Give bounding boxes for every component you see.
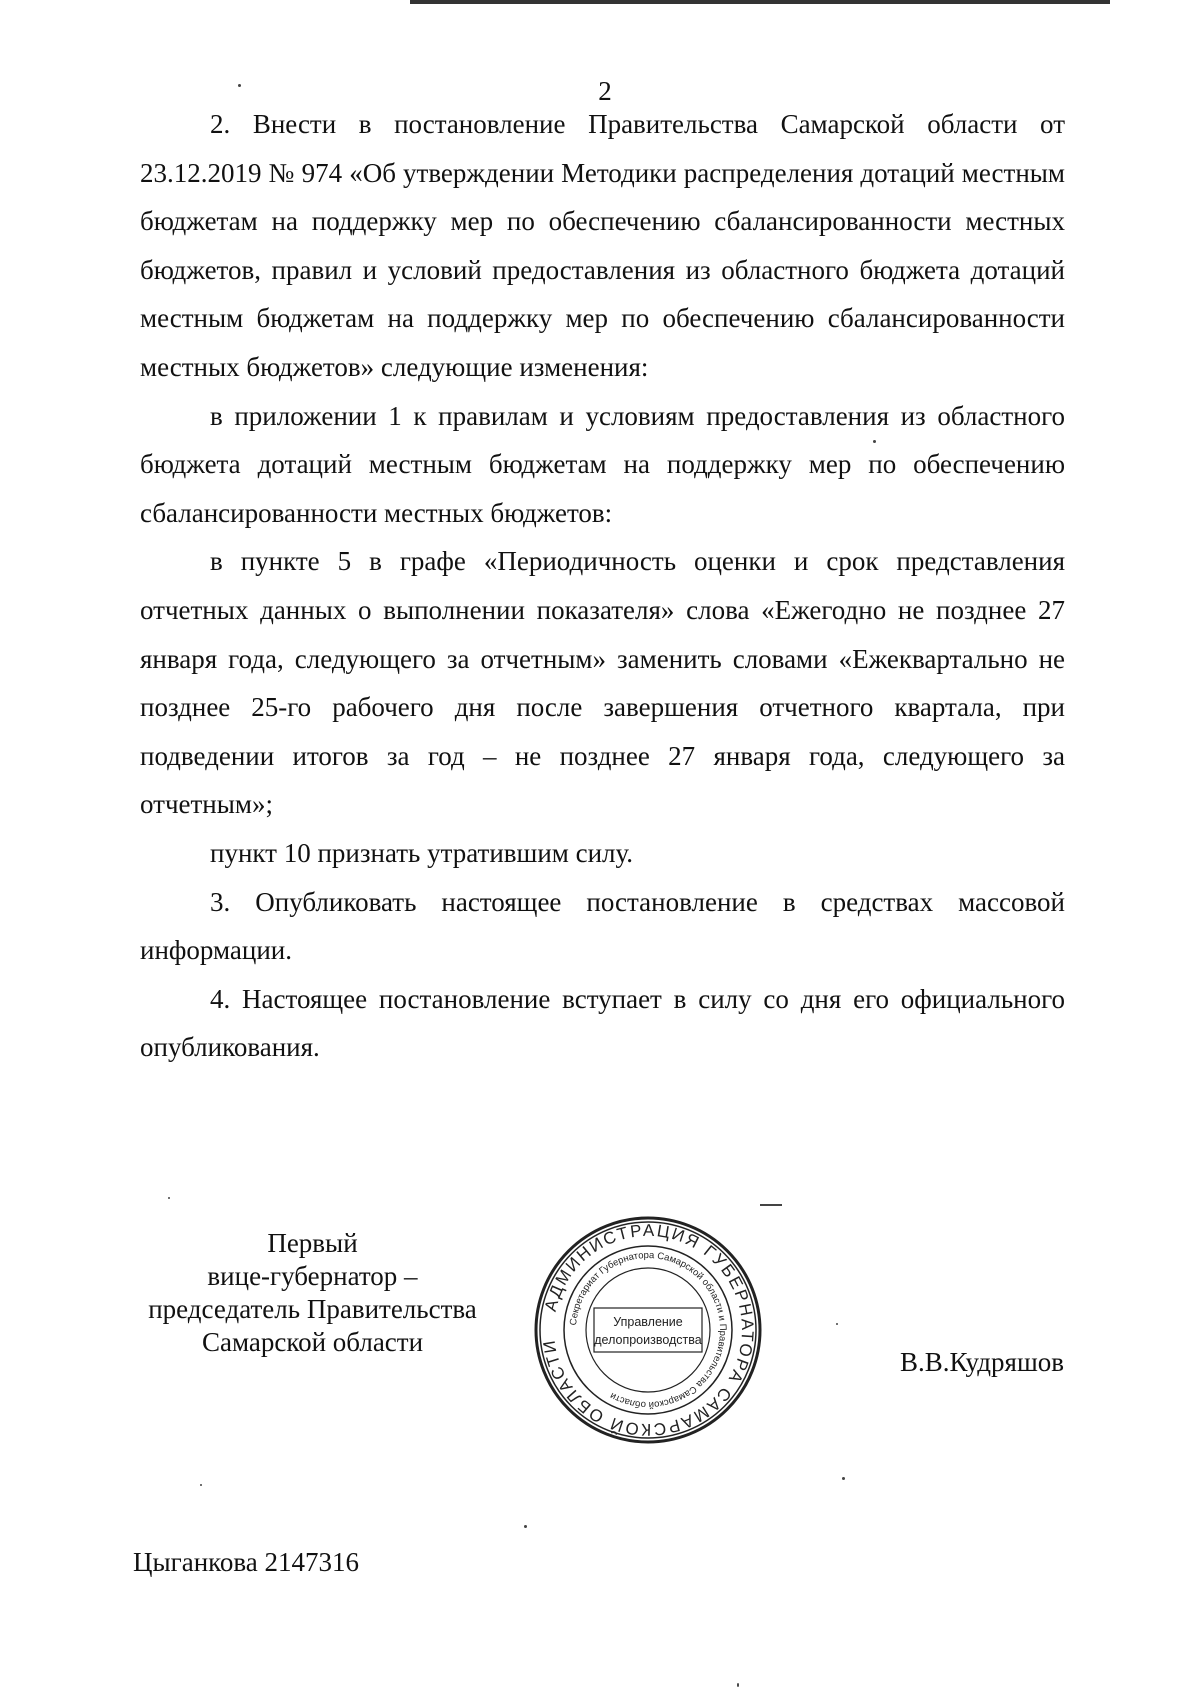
- scan-speck: [168, 1197, 170, 1199]
- position-line: Самарской области: [201, 1327, 424, 1357]
- scan-speck: [200, 1484, 202, 1486]
- scan-speck: [524, 1525, 527, 1528]
- signatory-position: [120, 1227, 505, 1359]
- scan-speck: [238, 84, 241, 87]
- paragraph-item-10-repeal: пункт 10 признать утратившим силу.: [210, 837, 634, 868]
- executor-contact: Цыганкова 2147316: [133, 1547, 360, 1577]
- document-body: [140, 100, 1065, 1072]
- scan-speck: [737, 1683, 739, 1687]
- stamp-outer-text: АДМИНИСТРАЦИЯ ГУБЕРНАТОРА САМАРСКОЙ ОБЛАСТИ: [539, 1220, 758, 1440]
- page-number: 2: [598, 76, 612, 106]
- stamp-inner-text: Секретариат Губернатора Самарской области и Правительства Самарской области: [568, 1249, 729, 1411]
- stamp-graphic: [528, 1210, 768, 1450]
- top-scan-line: [410, 0, 1110, 4]
- paragraph-entry-into-force: 4. Настоящее постановление вступает в силу со дня его официального опубликования.: [140, 983, 1065, 1063]
- scan-speck: [873, 440, 876, 443]
- scan-speck: [760, 1204, 782, 1206]
- official-stamp: [528, 1210, 768, 1450]
- scan-speck: [836, 1323, 838, 1325]
- paragraph-publication: 3. Опубликовать настоящее постановление в средствах массовой информации.: [140, 886, 1065, 966]
- position-line: председатель Правительства: [148, 1294, 477, 1324]
- paragraph-amendment-intro: 2. Внести в постановление Правительства Самарской области от 23.12.2019 № 974 «Об утверждении Методики распределения дотаций местным бюджетам на поддержку мер по обеспечению сбалансированности местных бюджетов, правил и условий предоставления из областного бюджета дотаций местным бюджетам на поддержку мер по обеспечению сбалансированности местных бюджетов» следующие изменения:: [140, 109, 1065, 382]
- stamp-center-line-1: Управление: [613, 1315, 683, 1329]
- paragraph-appendix-ref: в приложении 1 к правилам и условиям предоставления из областного бюджета дотаций местным бюджетам на поддержку мер по обеспечению сбалансированности местных бюджетов:: [140, 400, 1065, 528]
- signer-name: В.В.Кудряшов: [900, 1347, 1064, 1377]
- stamp-center-line-2: делопроизводства: [594, 1333, 702, 1347]
- position-line: вице-губернатор –: [207, 1261, 418, 1291]
- scan-speck: [842, 1477, 845, 1480]
- paragraph-item-5-change: в пункте 5 в графе «Периодичность оценки и срок представления отчетных данных о выполнении показателя» слова «Ежегодно не позднее 27 января года, следующего за отчетным» заменить словами «Ежеквартально не позднее 25-го рабочего дня после завершения отчетного квартала, при подведении итогов за год – не позднее 27 января года, следующего за отчетным»;: [140, 546, 1065, 820]
- position-line: Первый: [267, 1228, 358, 1258]
